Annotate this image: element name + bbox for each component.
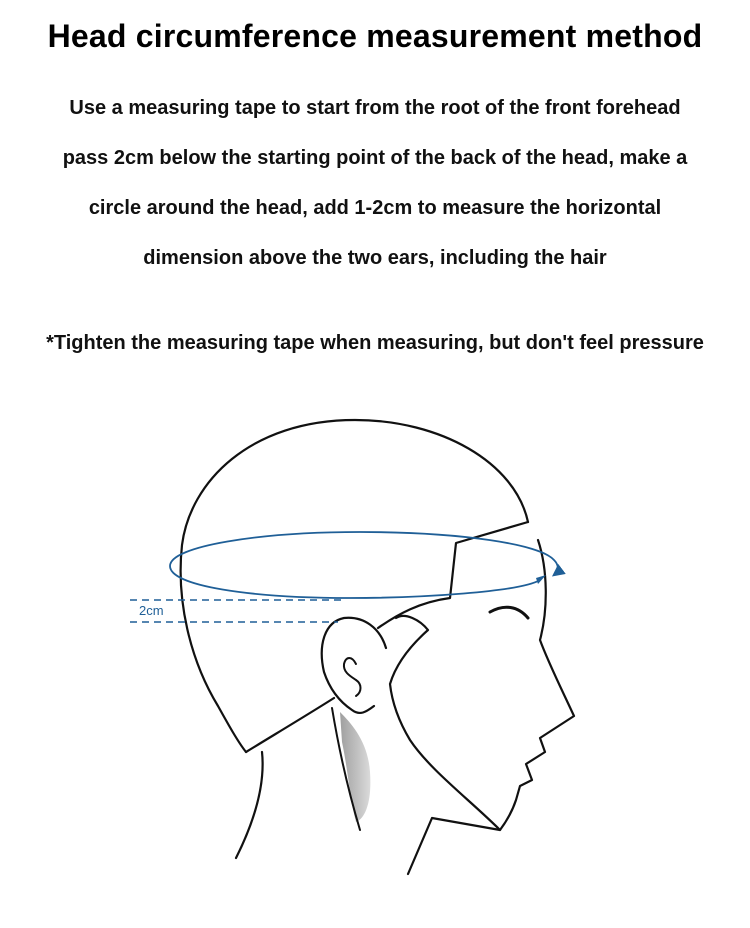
ear-inner <box>344 658 361 696</box>
neck-back-line <box>236 752 263 858</box>
neck-shadow <box>340 712 370 822</box>
instruction-line: dimension above the two ears, including the hair <box>143 247 607 269</box>
offset-label: 2cm <box>139 603 164 618</box>
hairline <box>378 522 528 628</box>
head-outline <box>181 420 528 752</box>
measuring-tape <box>170 532 558 598</box>
instruction-line: pass 2cm below the starting point of the back of the head, make a <box>62 147 688 169</box>
instruction-line: Use a measuring tape to start from the root of the front forehead <box>69 97 681 119</box>
instruction-line: circle around the head, add 1-2cm to measure the horizontal <box>88 197 662 219</box>
eye <box>490 607 528 618</box>
page-title: Head circumference measurement method <box>47 18 703 54</box>
jaw-line <box>390 616 500 830</box>
back-hairline <box>246 698 334 752</box>
measuring-note: *Tighten the measuring tape when measuring, but don't feel pressure <box>46 332 704 354</box>
